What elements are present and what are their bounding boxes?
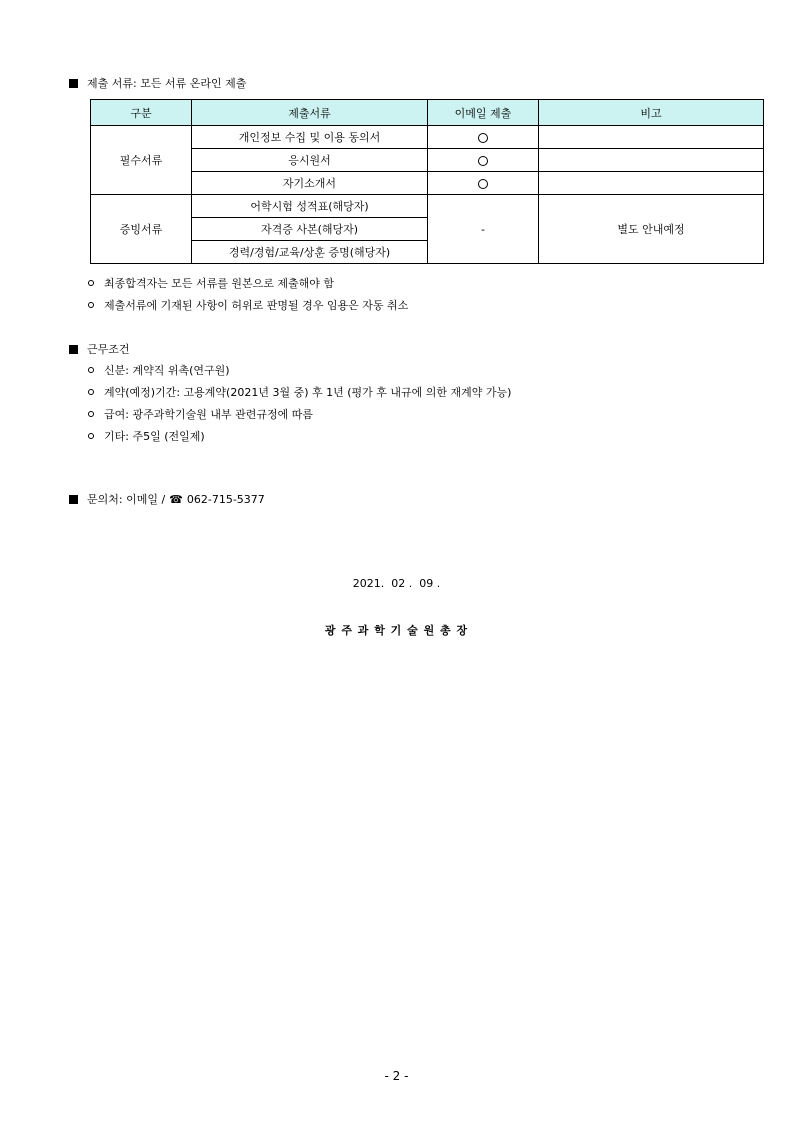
page-number: - 2 - bbox=[384, 1069, 409, 1083]
square-bullet-icon bbox=[69, 495, 78, 504]
note-cell bbox=[539, 126, 764, 149]
circle-mark-icon bbox=[478, 133, 488, 143]
note-cell: 별도 안내예정 bbox=[539, 195, 764, 264]
note-cell bbox=[539, 172, 764, 195]
section-work-heading bbox=[69, 341, 130, 357]
table-row bbox=[91, 149, 764, 172]
header-documents: 제출서류 bbox=[192, 100, 428, 126]
doc-cell: 어학시험 성적표(해당자) bbox=[192, 195, 428, 218]
contact-label: 문의처: 이메일 / bbox=[87, 493, 166, 506]
document-date: 2021. 02 . 09 . bbox=[352, 577, 441, 590]
circle-bullet-icon bbox=[88, 389, 94, 395]
list-item: 신분: 계약직 위촉(연구원) bbox=[88, 362, 230, 378]
section-work-title: 근무조건 bbox=[87, 343, 130, 356]
table-header-row bbox=[91, 100, 764, 126]
table-row bbox=[91, 195, 764, 218]
list-item: 계약(예정)기간: 고용계약(2021년 3월 중) 후 1년 (평가 후 내규에 의한 재계약 가능) bbox=[88, 384, 511, 400]
contact-phone: 062-715-5377 bbox=[186, 492, 265, 506]
circle-bullet-icon bbox=[88, 302, 94, 308]
circle-bullet-icon bbox=[88, 367, 94, 373]
square-bullet-icon bbox=[69, 79, 78, 88]
circle-mark-icon bbox=[478, 156, 488, 166]
signature: 광 주 과 학 기 술 원 총 장 bbox=[324, 624, 469, 637]
doc-cell: 개인정보 수집 및 이용 동의서 bbox=[192, 126, 428, 149]
square-bullet-icon bbox=[69, 345, 78, 354]
circle-bullet-icon bbox=[88, 433, 94, 439]
circle-mark-icon bbox=[478, 179, 488, 189]
contact-line bbox=[69, 491, 265, 507]
header-email: 이메일 제출 bbox=[428, 100, 539, 126]
email-cell bbox=[428, 172, 539, 195]
group-label-evidence: 증빙서류 bbox=[91, 195, 192, 264]
doc-cell: 경력/경험/교육/상훈 증명(해당자) bbox=[192, 241, 428, 264]
list-item: 급여: 광주과학기술원 내부 관련규정에 따름 bbox=[88, 406, 313, 422]
group-label-required: 필수서류 bbox=[91, 126, 192, 195]
header-category: 구분 bbox=[91, 100, 192, 126]
email-cell bbox=[428, 149, 539, 172]
section-docs-title: 제출 서류: 모든 서류 온라인 제출 bbox=[87, 77, 247, 90]
phone-icon: ☎ bbox=[169, 492, 183, 506]
documents-table bbox=[90, 99, 764, 264]
email-cell: - bbox=[428, 195, 539, 264]
header-note: 비고 bbox=[539, 100, 764, 126]
table-row bbox=[91, 126, 764, 149]
list-item: 최종합격자는 모든 서류를 원본으로 제출해야 함 bbox=[88, 275, 334, 291]
list-item: 제출서류에 기재된 사항이 허위로 판명될 경우 임용은 자동 취소 bbox=[88, 297, 408, 313]
note-cell bbox=[539, 149, 764, 172]
list-item: 기타: 주5일 (전일제) bbox=[88, 428, 205, 444]
table-row bbox=[91, 172, 764, 195]
email-cell bbox=[428, 126, 539, 149]
doc-cell: 자격증 사본(해당자) bbox=[192, 218, 428, 241]
doc-cell: 자기소개서 bbox=[192, 172, 428, 195]
section-docs-heading bbox=[69, 75, 246, 91]
circle-bullet-icon bbox=[88, 280, 94, 286]
doc-cell: 응시원서 bbox=[192, 149, 428, 172]
circle-bullet-icon bbox=[88, 411, 94, 417]
